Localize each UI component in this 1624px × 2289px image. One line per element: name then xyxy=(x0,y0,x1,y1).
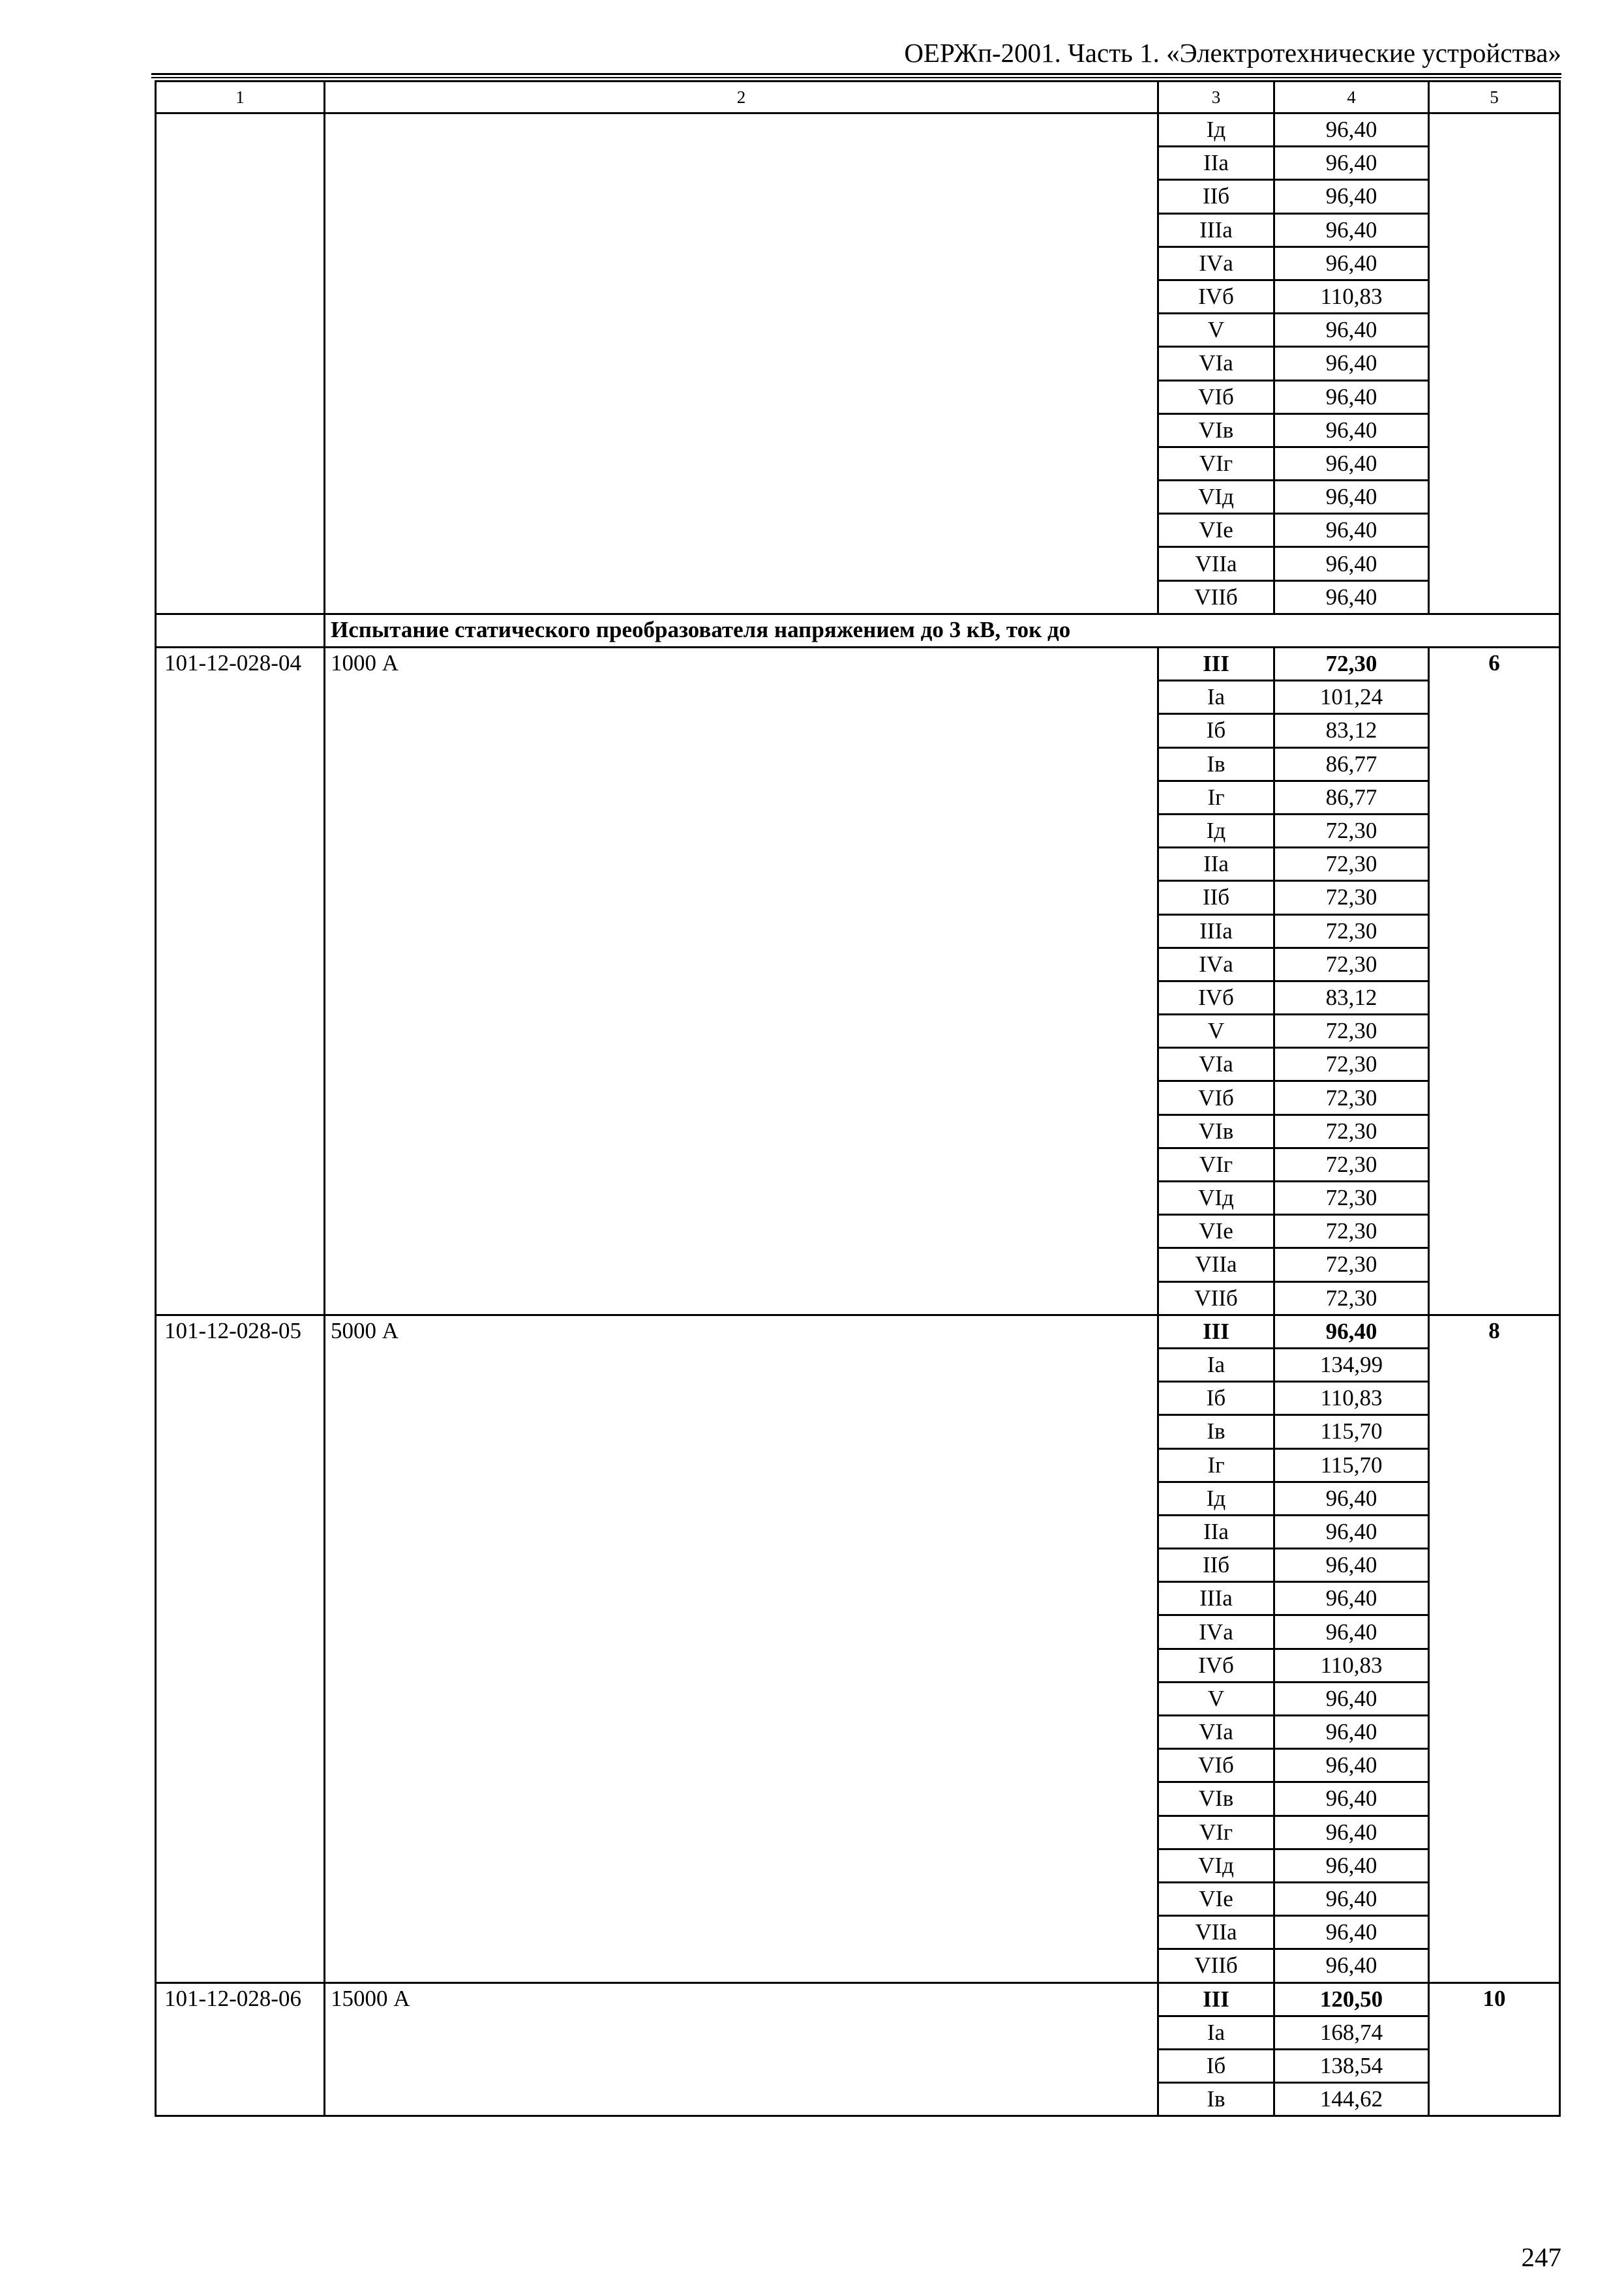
header-rule xyxy=(151,73,1561,75)
category-cell: VIIа xyxy=(1158,1916,1274,1949)
category-cell: VIв xyxy=(1158,1115,1274,1148)
table-row xyxy=(156,648,1560,681)
value-cell: 110,83 xyxy=(1274,280,1429,313)
rates-table xyxy=(155,80,1561,2117)
category-cell: Iг xyxy=(1158,1448,1274,1482)
category-cell: VIб xyxy=(1158,380,1274,413)
value-cell: 96,40 xyxy=(1274,1549,1429,1582)
category-cell: VIа xyxy=(1158,1716,1274,1749)
value-cell: 115,70 xyxy=(1274,1448,1429,1482)
category-cell: IVа xyxy=(1158,247,1274,280)
category-cell: Iд xyxy=(1158,1482,1274,1515)
category-cell: IVб xyxy=(1158,1649,1274,1682)
value-cell: 96,40 xyxy=(1274,1716,1429,1749)
category-cell: VIIб xyxy=(1158,1281,1274,1315)
value-cell: 72,30 xyxy=(1274,1215,1429,1248)
category-cell: IIа xyxy=(1158,1515,1274,1548)
category-cell: VIб xyxy=(1158,1081,1274,1115)
category-cell: VIIа xyxy=(1158,547,1274,580)
coefficient-cell: 10 xyxy=(1429,1982,1560,2116)
name-cell: 15000 А xyxy=(325,1982,1158,2116)
value-cell: 134,99 xyxy=(1274,1348,1429,1381)
value-cell: 72,30 xyxy=(1274,848,1429,881)
category-cell: IIа xyxy=(1158,147,1274,180)
value-cell: 144,62 xyxy=(1274,2083,1429,2116)
value-cell: 96,40 xyxy=(1274,314,1429,347)
category-cell: Iб xyxy=(1158,2049,1274,2082)
category-cell: VIIа xyxy=(1158,1248,1274,1281)
section-code-cell xyxy=(156,614,325,647)
value-cell: 72,30 xyxy=(1274,1081,1429,1115)
category-cell: VIа xyxy=(1158,1048,1274,1081)
category-cell: Iб xyxy=(1158,1382,1274,1415)
section-row xyxy=(156,614,1560,647)
value-cell: 72,30 xyxy=(1274,1015,1429,1048)
category-cell: Iд xyxy=(1158,814,1274,847)
value-cell: 96,40 xyxy=(1274,1882,1429,1915)
value-cell: 115,70 xyxy=(1274,1415,1429,1448)
value-cell: 96,40 xyxy=(1274,147,1429,180)
value-cell: 96,40 xyxy=(1274,1816,1429,1849)
value-cell: 96,40 xyxy=(1274,380,1429,413)
coefficient-cell xyxy=(1429,113,1560,614)
category-cell: III xyxy=(1158,1982,1274,2016)
category-cell: VIд xyxy=(1158,1849,1274,1882)
value-cell: 96,40 xyxy=(1274,113,1429,147)
category-cell: Iа xyxy=(1158,2016,1274,2049)
value-cell: 86,77 xyxy=(1274,747,1429,781)
value-cell: 72,30 xyxy=(1274,1048,1429,1081)
value-cell: 83,12 xyxy=(1274,981,1429,1014)
value-cell: 72,30 xyxy=(1274,1248,1429,1281)
category-cell: IVа xyxy=(1158,948,1274,981)
value-cell: 96,40 xyxy=(1274,347,1429,380)
category-cell: Iа xyxy=(1158,681,1274,714)
value-cell: 96,40 xyxy=(1274,1749,1429,1782)
category-cell: Iг xyxy=(1158,781,1274,814)
category-cell: VIг xyxy=(1158,1148,1274,1181)
value-cell: 72,30 xyxy=(1274,1182,1429,1215)
name-cell xyxy=(325,113,1158,614)
category-cell: IIб xyxy=(1158,180,1274,213)
category-cell: VIIб xyxy=(1158,1949,1274,1982)
category-cell: IVб xyxy=(1158,280,1274,313)
code-cell: 101-12-028-05 xyxy=(156,1315,325,1982)
value-cell: 83,12 xyxy=(1274,714,1429,747)
column-number: 5 xyxy=(1429,82,1560,113)
category-cell: Iд xyxy=(1158,113,1274,147)
category-cell: Iв xyxy=(1158,2083,1274,2116)
section-title: Испытание статического преобразователя напряжением до 3 кВ, ток до xyxy=(325,614,1560,647)
value-cell: 72,30 xyxy=(1274,648,1429,681)
category-cell: V xyxy=(1158,314,1274,347)
table-row xyxy=(156,1315,1560,1348)
value-cell: 96,40 xyxy=(1274,1482,1429,1515)
category-cell: VIIб xyxy=(1158,580,1274,614)
value-cell: 96,40 xyxy=(1274,481,1429,514)
category-cell: Iв xyxy=(1158,1415,1274,1448)
page-number: 247 xyxy=(1521,2242,1561,2272)
category-cell: VIе xyxy=(1158,514,1274,547)
value-cell: 138,54 xyxy=(1274,2049,1429,2082)
category-cell: VIв xyxy=(1158,413,1274,447)
table-row xyxy=(156,113,1560,147)
header-rule-secondary xyxy=(151,77,1561,78)
value-cell: 72,30 xyxy=(1274,881,1429,914)
category-cell: VIг xyxy=(1158,1816,1274,1849)
category-cell: Iв xyxy=(1158,747,1274,781)
category-cell: VIе xyxy=(1158,1882,1274,1915)
value-cell: 86,77 xyxy=(1274,781,1429,814)
value-cell: 96,40 xyxy=(1274,1615,1429,1649)
category-cell: Iб xyxy=(1158,714,1274,747)
value-cell: 96,40 xyxy=(1274,447,1429,480)
coefficient-cell: 6 xyxy=(1429,648,1560,1315)
table-body xyxy=(156,82,1560,2116)
value-cell: 120,50 xyxy=(1274,1982,1429,2016)
category-cell: IIIа xyxy=(1158,1582,1274,1615)
table-row xyxy=(156,1982,1560,2016)
value-cell: 72,30 xyxy=(1274,1148,1429,1181)
name-cell: 1000 А xyxy=(325,648,1158,1315)
column-number: 3 xyxy=(1158,82,1274,113)
value-cell: 96,40 xyxy=(1274,247,1429,280)
category-cell: V xyxy=(1158,1682,1274,1715)
category-cell: VIд xyxy=(1158,481,1274,514)
value-cell: 96,40 xyxy=(1274,413,1429,447)
value-cell: 96,40 xyxy=(1274,213,1429,247)
value-cell: 96,40 xyxy=(1274,580,1429,614)
code-cell xyxy=(156,113,325,614)
column-number: 1 xyxy=(156,82,325,113)
value-cell: 110,83 xyxy=(1274,1382,1429,1415)
value-cell: 72,30 xyxy=(1274,1281,1429,1315)
category-cell: VIг xyxy=(1158,447,1274,480)
category-cell: IVа xyxy=(1158,1615,1274,1649)
value-cell: 96,40 xyxy=(1274,1682,1429,1715)
value-cell: 96,40 xyxy=(1274,1515,1429,1548)
value-cell: 96,40 xyxy=(1274,180,1429,213)
category-cell: VIе xyxy=(1158,1215,1274,1248)
column-number: 4 xyxy=(1274,82,1429,113)
value-cell: 96,40 xyxy=(1274,1582,1429,1615)
value-cell: 101,24 xyxy=(1274,681,1429,714)
category-cell: IIб xyxy=(1158,881,1274,914)
value-cell: 168,74 xyxy=(1274,2016,1429,2049)
value-cell: 96,40 xyxy=(1274,547,1429,580)
coefficient-cell: 8 xyxy=(1429,1315,1560,1982)
column-number: 2 xyxy=(325,82,1158,113)
value-cell: 72,30 xyxy=(1274,948,1429,981)
code-cell: 101-12-028-04 xyxy=(156,648,325,1315)
category-cell: IIIа xyxy=(1158,213,1274,247)
category-cell: IIа xyxy=(1158,848,1274,881)
category-cell: VIа xyxy=(1158,347,1274,380)
page-header: ОЕРЖп-2001. Часть 1. «Электротехнические устройства» xyxy=(904,38,1561,68)
category-cell: V xyxy=(1158,1015,1274,1048)
value-cell: 96,40 xyxy=(1274,1916,1429,1949)
category-cell: III xyxy=(1158,648,1274,681)
category-cell: Iа xyxy=(1158,1348,1274,1381)
value-cell: 96,40 xyxy=(1274,1315,1429,1348)
value-cell: 96,40 xyxy=(1274,1782,1429,1816)
name-cell: 5000 А xyxy=(325,1315,1158,1982)
column-number-row xyxy=(156,82,1560,113)
category-cell: IIб xyxy=(1158,1549,1274,1582)
category-cell: VIб xyxy=(1158,1749,1274,1782)
code-cell: 101-12-028-06 xyxy=(156,1982,325,2116)
value-cell: 96,40 xyxy=(1274,1849,1429,1882)
value-cell: 72,30 xyxy=(1274,814,1429,847)
category-cell: IVб xyxy=(1158,981,1274,1014)
value-cell: 96,40 xyxy=(1274,1949,1429,1982)
value-cell: 72,30 xyxy=(1274,1115,1429,1148)
category-cell: IIIа xyxy=(1158,914,1274,948)
category-cell: VIв xyxy=(1158,1782,1274,1816)
value-cell: 96,40 xyxy=(1274,514,1429,547)
value-cell: 72,30 xyxy=(1274,914,1429,948)
category-cell: VIд xyxy=(1158,1182,1274,1215)
value-cell: 110,83 xyxy=(1274,1649,1429,1682)
category-cell: III xyxy=(1158,1315,1274,1348)
